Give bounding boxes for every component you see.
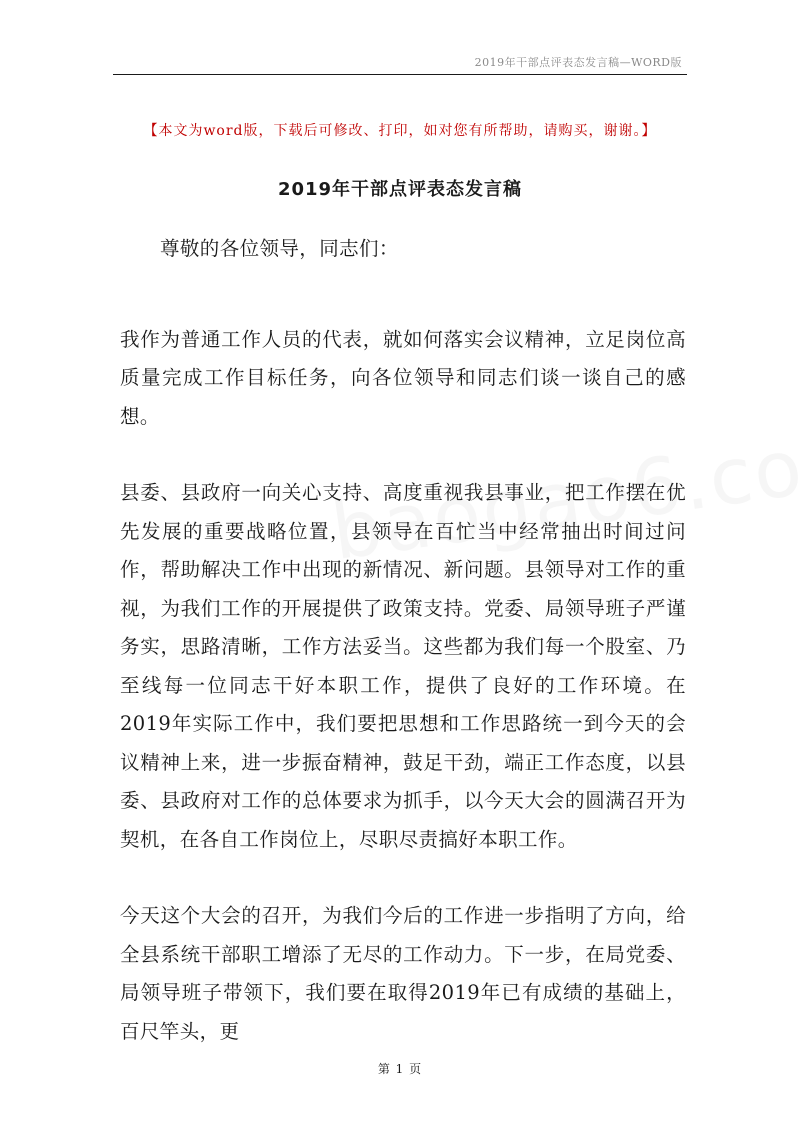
document-body (120, 230, 686, 1089)
document-title: 2019年干部点评表态发言稿 (277, 179, 523, 200)
paragraph-intro: 我作为普通工作人员的代表，就如何落实会议精神，立足岗位高质量完成工作目标任务，向各位领导和同志们谈一谈自己的感想。 (120, 327, 686, 428)
running-header: 2019年干部点评表态发言稿—WORD版 (474, 56, 682, 69)
page-number: 第 1 页 (377, 1062, 423, 1076)
download-notice: 【本文为word版，下载后可修改、打印，如对您有所帮助，请购买，谢谢。】 (143, 123, 657, 139)
paragraph-support: 县委、县政府一向关心支持、高度重视我县事业，把工作摆在优先发展的重要战略位置，县领导在百忙当中经常抽出时间过问作，帮助解决工作中出现的新情况、新问题。县领导对工作的重视，为我们工作的开展提供了政策支持。党委、局领导班子严谨务实，思路清晰，工作方法妥当。这些都为我们每一个股室、乃至线每一位同志干好本职工作，提供了良好的工作环境。在2019年实际工作中，我们要把思想和工作思路统一到今天的会议精神上来，进一步振奋精神，鼓足干劲，端正工作态度，以县委、县政府对工作的总体要求为抓手，以今天大会的圆满召开为契机，在各自工作岗位上，尽职尽责搞好本职工作。 (120, 481, 686, 851)
paragraph-outlook: 今天这个大会的召开，为我们今后的工作进一步指明了方向，给全县系统干部职工增添了无尽的工作动力。下一步，在局党委、局领导班子带领下，我们要在取得2019年已有成绩的基础上，百尺竿头，更 (120, 904, 686, 1043)
header-divider (113, 74, 687, 75)
salutation: 尊敬的各位领导，同志们： (160, 237, 399, 260)
